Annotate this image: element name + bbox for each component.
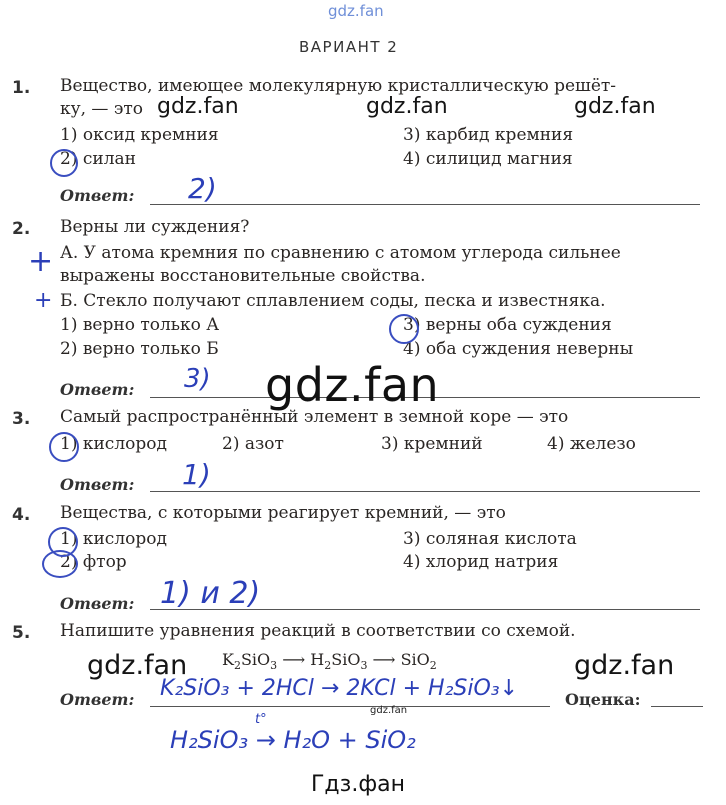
question-4-text: Вещества, с которыми реагирует кремний, — это <box>60 503 506 523</box>
grade-label: Оценка: <box>565 690 641 709</box>
question-1-number: 1. <box>12 78 31 98</box>
q3-option-4: 4) железо <box>547 434 636 454</box>
q2-option-1: 1) верно только А <box>60 315 220 335</box>
q4-option-3: 3) соляная кислота <box>403 529 577 549</box>
q4-option-1: 1) кислород <box>60 529 167 549</box>
q1-answer-line <box>150 204 700 205</box>
question-2-text-line3: выражены восстановительные свойства. <box>60 266 426 286</box>
q1-answer-label: Ответ: <box>60 186 135 205</box>
watermark-row1-c: gdz.fan <box>574 94 656 119</box>
q2-option-2: 2) верно только Б <box>60 339 219 359</box>
question-2-text-line1: Верны ли суждения? <box>60 217 250 237</box>
watermark-top: gdz.fan <box>328 2 384 20</box>
q1-handwritten-answer: 2) <box>188 172 217 205</box>
variant-title: ВАРИАНТ 2 <box>299 38 399 56</box>
q4-answer-label: Ответ: <box>60 594 135 613</box>
q3-option-1: 1) кислород <box>60 434 167 454</box>
grade-line <box>651 706 703 707</box>
q3-option-2: 2) азот <box>222 434 284 454</box>
q4-option-4: 4) хлорид натрия <box>403 552 559 572</box>
watermark-row1-b: gdz.fan <box>366 94 448 119</box>
question-2-text-line2: А. У атома кремния по сравнению с атомом углерода сильнее <box>60 243 621 263</box>
q2-option-4: 4) оба суждения неверны <box>403 339 634 359</box>
q5-answer-line <box>150 706 550 707</box>
question-5-number: 5. <box>12 623 31 643</box>
q1-option-4: 4) силицид магния <box>403 149 573 169</box>
q2-plus-mark-a: + <box>28 244 54 279</box>
q5-handwritten-line1: K₂SiO₃ + 2HCl → 2KCl + H₂SiO₃↓ <box>160 676 519 701</box>
q2-selection-circle <box>389 314 419 344</box>
q3-option-3: 3) кремний <box>381 434 483 454</box>
q2-option-3: 3) верны оба суждения <box>403 315 612 335</box>
question-3-number: 3. <box>12 409 31 429</box>
q4-handwritten-answer: 1) и 2) <box>160 576 261 611</box>
q2-plus-mark-b: + <box>34 288 53 313</box>
watermark-row1-a: gdz.fan <box>157 94 239 119</box>
q3-selection-circle <box>49 432 79 462</box>
q1-option-3: 3) карбид кремния <box>403 125 574 145</box>
question-1-text-line1: Вещество, имеющее молекулярную кристаллическую решёт- <box>60 76 617 96</box>
q1-selection-circle <box>50 149 78 177</box>
question-2-number: 2. <box>12 219 31 239</box>
question-3-text: Самый распространённый элемент в земной коре — это <box>60 407 569 427</box>
watermark-center: gdz.fan <box>265 358 440 412</box>
q1-option-2: 2) силан <box>60 149 136 169</box>
q3-answer-line <box>150 491 700 492</box>
q2-answer-label: Ответ: <box>60 380 135 399</box>
watermark-left-5: gdz.fan <box>87 650 188 681</box>
q4-option-2: 2) фтор <box>60 552 127 572</box>
watermark-bottom: Гдз.фан <box>311 772 405 797</box>
q1-option-1: 1) оксид кремния <box>60 125 219 145</box>
reaction-scheme: $K_2SiO_3$ ⟶ $H_2SiO_3$ ⟶ SiO$_2$ <box>222 650 437 673</box>
question-1-text-line2: ку, — это <box>60 99 143 119</box>
q5-handwritten-line2: H₂SiO₃ → H₂O + SiO₂ <box>170 726 416 754</box>
question-2-text-line4: Б. Стекло получают сплавлением соды, песка и известняка. <box>60 291 606 311</box>
q5-heat-mark: t° <box>255 712 267 727</box>
watermark-tiny: gdz.fan <box>370 705 408 716</box>
q3-answer-label: Ответ: <box>60 475 135 494</box>
q2-handwritten-answer: 3) <box>184 364 211 394</box>
q3-handwritten-answer: 1) <box>182 458 211 491</box>
watermark-right-5: gdz.fan <box>574 650 675 681</box>
question-5-text: Напишите уравнения реакций в соответствии со схемой. <box>60 621 576 641</box>
q5-answer-label: Ответ: <box>60 690 135 709</box>
question-4-number: 4. <box>12 505 31 525</box>
q4-selection-circle-2 <box>42 550 78 578</box>
